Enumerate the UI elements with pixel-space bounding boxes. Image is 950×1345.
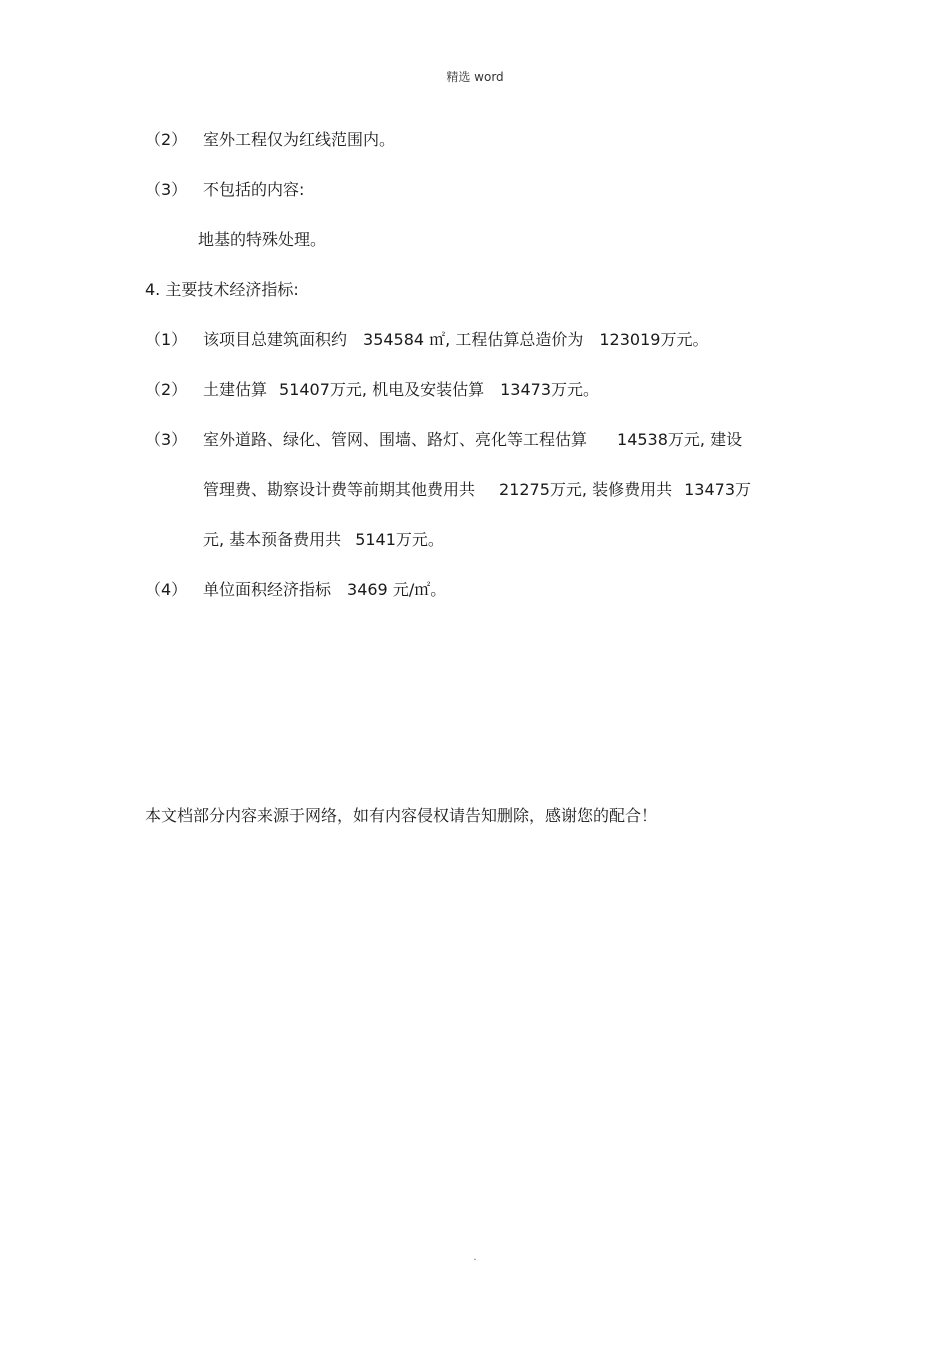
item-text-b: 5141万元。 <box>355 530 444 549</box>
item-text-b: 21275万元, 装修费用共 <box>499 480 673 499</box>
item-text-c: 13473万 <box>684 480 751 499</box>
excluded-detail: 地基的特殊处理。 <box>198 230 327 249</box>
item-text-b: 14538万元, 建设 <box>617 430 743 449</box>
item-text-a: 室外道路、绿化、管网、围墙、路灯、亮化等工程估算 <box>203 430 588 449</box>
item-number: （3） <box>145 430 188 449</box>
item-text: 室外工程仅为红线范围内。 <box>203 130 396 149</box>
indicator-3 <box>145 430 742 450</box>
indicator-2 <box>145 380 599 400</box>
indicator-1 <box>145 330 708 350</box>
item-text-a: 土建估算 <box>203 380 268 399</box>
item-number: （4） <box>145 580 188 599</box>
item-number: （1） <box>145 330 188 349</box>
indicator-3-cont-2 <box>203 530 444 550</box>
item-text-b: 51407万元, 机电及安装估算 <box>279 380 485 399</box>
item-number: （2） <box>145 380 188 399</box>
item-text-a: 管理费、勘察设计费等前期其他费用共 <box>203 480 476 499</box>
page-header: 精选 word <box>446 70 504 84</box>
section-heading: 4. 主要技术经济指标: <box>145 280 299 299</box>
item-number: （3） <box>145 180 188 199</box>
item-text: 不包括的内容: <box>203 180 305 199</box>
item-text-b: 3469 元/㎡。 <box>347 580 447 599</box>
item-text-c: 13473万元。 <box>500 380 599 399</box>
item-text-c: 123019万元。 <box>599 330 709 349</box>
item-2-scope <box>145 130 395 150</box>
item-number: （2） <box>145 130 188 149</box>
item-text-b: 354584 ㎡, 工程估算总造价为 <box>363 330 584 349</box>
indicator-4 <box>145 580 446 600</box>
item-text-a: 该项目总建筑面积约 <box>203 330 348 349</box>
indicator-3-cont-1 <box>203 480 751 500</box>
item-3-excluded <box>145 180 304 200</box>
disclaimer: 本文档部分内容来源于网络，如有内容侵权请告知删除，感谢您的配合！ <box>145 806 658 825</box>
item-text-a: 元, 基本预备费用共 <box>203 530 342 549</box>
item-text-a: 单位面积经济指标 <box>203 580 332 599</box>
footer-mark: . <box>473 1252 477 1263</box>
